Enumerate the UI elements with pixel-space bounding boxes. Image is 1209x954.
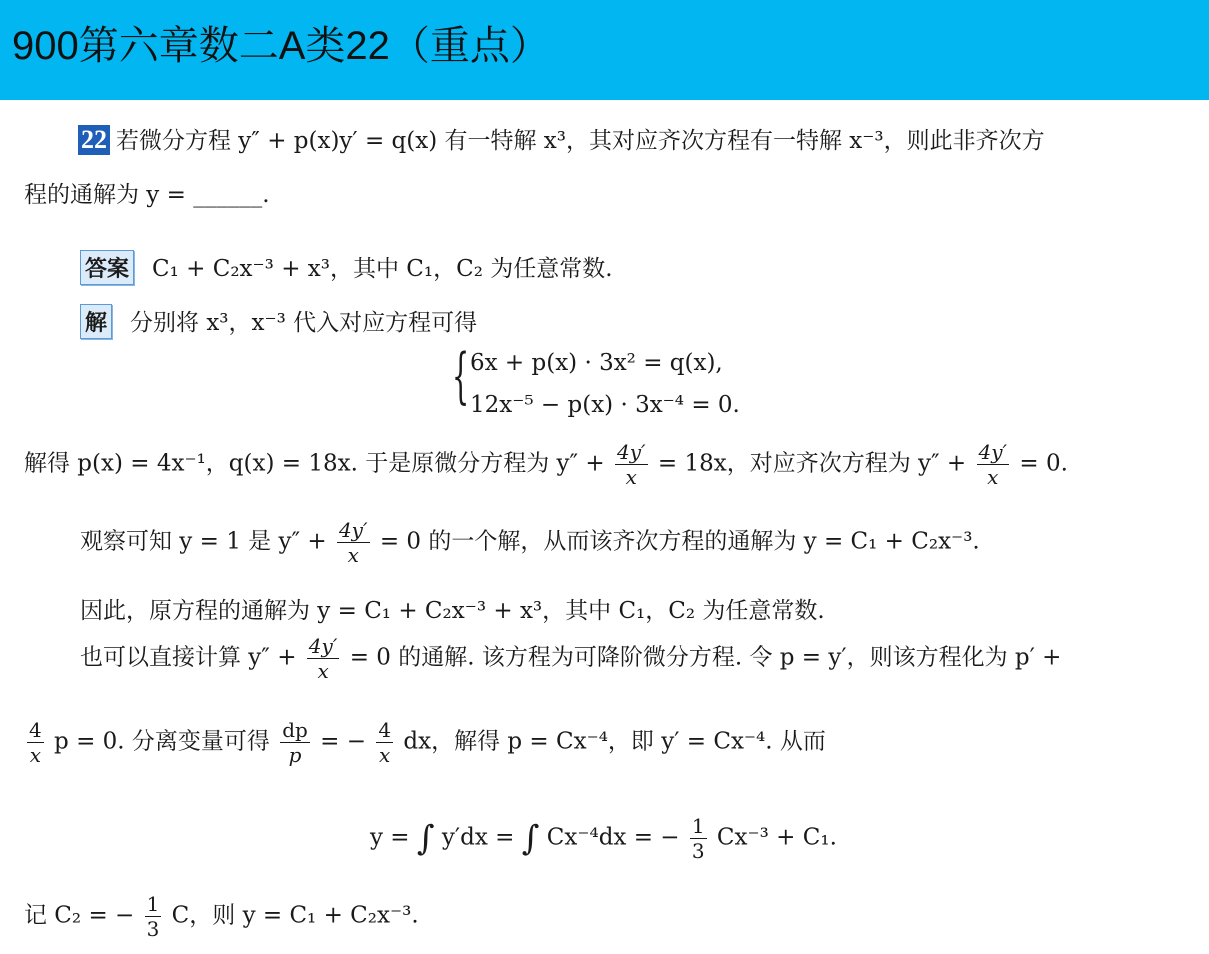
integral-text-3: Cx⁻⁴dx = − (546, 824, 680, 851)
line-e-text-1: p = 0. 分离变量可得 (54, 728, 270, 755)
fraction-denominator: 3 (146, 917, 160, 941)
solution-line-b (80, 518, 980, 567)
fraction-denominator: 3 (691, 839, 705, 863)
solution-intro: 分别将 x³，x⁻³ 代入对应方程可得 (130, 310, 478, 336)
fraction-numerator: 4 (29, 718, 42, 742)
fraction-denominator: x (29, 743, 41, 767)
fraction-denominator: p (288, 743, 302, 767)
fraction-4y-over-x (615, 440, 648, 489)
problem-line-1 (78, 122, 1045, 155)
solution-label: 解 (80, 304, 112, 339)
line-e-text-2: = − (320, 728, 367, 755)
solution-line-d (80, 634, 1061, 683)
solution-line-c: 因此，原方程的通解为 y = C₁ + C₂x⁻³ + x³，其中 C₁，C₂ 为任意常数. (80, 598, 825, 624)
fraction-4-over-x (27, 718, 44, 767)
fraction-1-over-3-2 (145, 892, 162, 941)
system-equation-1: 6x + p(x) · 3x² = q(x), (470, 350, 723, 376)
line-b-text-2: = 0 的一个解，从而该齐次方程的通解为 y = C₁ + C₂x⁻³. (379, 528, 980, 555)
line-a-text-3: = 0. (1019, 450, 1068, 477)
integral-text-4: Cx⁻³ + C₁. (716, 824, 837, 851)
fraction-4y-over-x-3 (337, 518, 370, 567)
fraction-1-over-3 (690, 814, 707, 863)
fraction-denominator: x (987, 465, 999, 489)
fraction-numerator: 1 (691, 814, 705, 838)
line-b-text-1: 观察可知 y = 1 是 y″ + (80, 528, 327, 555)
solution-line-e (24, 718, 826, 767)
page-title: 900第六章数二A类22（重点） (12, 24, 550, 68)
integral-equation (370, 814, 837, 863)
system-equation-2: 12x⁻⁵ − p(x) · 3x⁻⁴ = 0. (470, 392, 740, 418)
fraction-numerator: 4y′ (308, 634, 338, 658)
last-line-text-1: 记 C₂ = − (24, 902, 135, 929)
fraction-denominator: x (317, 659, 329, 683)
fraction-numerator: 4y′ (617, 440, 646, 464)
solution-last-line (24, 892, 419, 941)
line-d-text-1: 也可以直接计算 y″ + (80, 644, 297, 671)
fraction-4y-over-x-2 (977, 440, 1010, 489)
line-e-text-3: dx，解得 p = Cx⁻⁴，即 y′ = Cx⁻⁴. 从而 (403, 728, 826, 755)
page-header (0, 0, 1209, 100)
integral-text-1: y = (370, 824, 417, 851)
integral-sign-2: ∫ (521, 818, 540, 859)
fraction-numerator: dp (282, 718, 308, 742)
answer-line (80, 250, 613, 285)
fraction-4-over-x-2 (376, 718, 393, 767)
fraction-numerator: 4y′ (978, 440, 1008, 464)
fraction-numerator: 4 (378, 718, 392, 742)
last-line-text-2: C，则 y = C₁ + C₂x⁻³. (171, 902, 419, 929)
fraction-denominator: x (347, 543, 359, 567)
solution-intro-line (80, 304, 477, 339)
fraction-4y-over-x-4 (307, 634, 340, 683)
line-a-text-2: = 18x，对应齐次方程为 y″ + (657, 450, 967, 477)
fraction-denominator: x (625, 465, 637, 489)
problem-number-badge: 22 (78, 125, 110, 155)
fraction-numerator: 4y′ (338, 518, 368, 542)
solution-line-a (24, 440, 1068, 489)
integral-sign-1: ∫ (416, 818, 435, 859)
line-a-text-1: 解得 p(x) = 4x⁻¹，q(x) = 18x. 于是原微分方程为 y″ + (24, 450, 605, 477)
system-brace: { (452, 341, 470, 411)
line-d-text-2: = 0 的通解. 该方程为可降阶微分方程. 令 p = y′，则该方程化为 p′ + (349, 644, 1062, 671)
answer-label: 答案 (80, 250, 134, 285)
fraction-dp-over-p (280, 718, 310, 767)
fraction-denominator: x (379, 743, 391, 767)
answer-text: C₁ + C₂x⁻³ + x³，其中 C₁，C₂ 为任意常数. (152, 256, 613, 282)
integral-text-2: y′dx = (441, 824, 522, 851)
problem-line-2: 程的通解为 y = ______. (24, 182, 270, 208)
problem-text-1: 若微分方程 y″ + p(x)y′ = q(x) 有一特解 x³，其对应齐次方程有一特解 x⁻³，则此非齐次方 (116, 128, 1045, 154)
fraction-numerator: 1 (146, 892, 160, 916)
